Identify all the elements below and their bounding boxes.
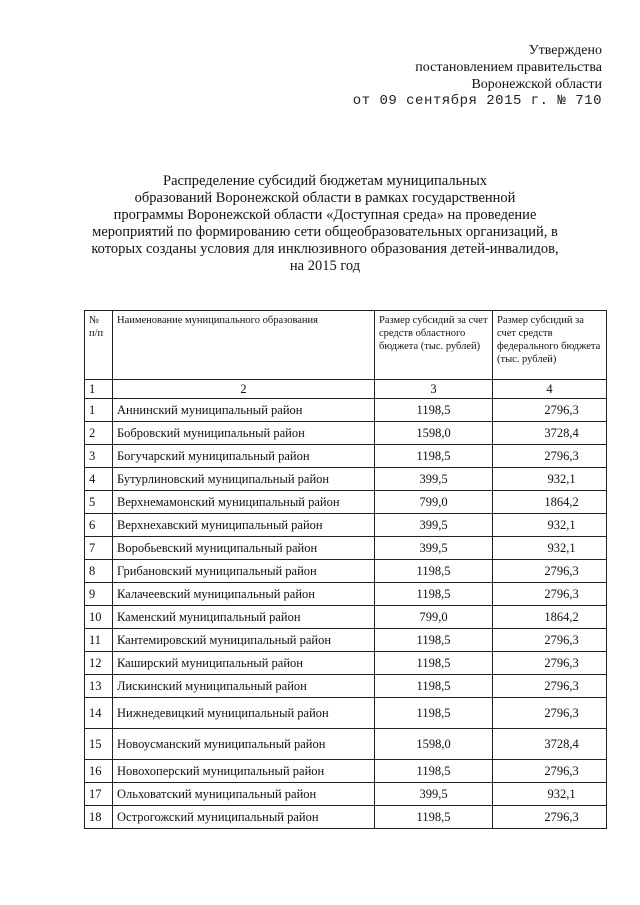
federal-subsidy: 1864,2 [493,491,607,514]
row-number: 9 [85,583,113,606]
table-row [85,514,607,537]
federal-subsidy: 2796,3 [493,560,607,583]
row-number: 6 [85,514,113,537]
federal-subsidy: 2796,3 [493,652,607,675]
regional-subsidy: 1198,5 [375,583,493,606]
row-number: 5 [85,491,113,514]
municipality-name: Кантемировский муниципальный район [113,629,375,652]
federal-subsidy: 932,1 [493,468,607,491]
municipality-name: Бутурлиновский муниципальный район [113,468,375,491]
title-line-2: образований Воронежской области в рамках государственной [134,190,516,206]
table-row [85,606,607,629]
approval-line-approved: Утверждено [528,43,602,58]
column-number-row [85,380,607,399]
regional-subsidy: 799,0 [375,491,493,514]
federal-subsidy: 2796,3 [493,698,607,729]
table-body [85,399,607,829]
table-row [85,629,607,652]
row-number: 18 [85,806,113,829]
table-header-row [85,311,607,380]
regional-subsidy: 1198,5 [375,698,493,729]
table-row [85,560,607,583]
column-number: 1 [85,380,113,399]
table-row [85,422,607,445]
federal-subsidy: 2796,3 [493,675,607,698]
federal-subsidy: 2796,3 [493,629,607,652]
regional-subsidy: 1198,5 [375,675,493,698]
regional-subsidy: 1198,5 [375,560,493,583]
regional-subsidy: 1198,5 [375,760,493,783]
regional-subsidy: 799,0 [375,606,493,629]
title-line-5: которых созданы условия для инклюзивного образования детей-инвалидов, [91,241,559,257]
title-line-1: Распределение субсидий бюджетам муниципальных [163,173,487,189]
row-number: 2 [85,422,113,445]
table-row [85,806,607,829]
row-number: 10 [85,606,113,629]
table-row [85,468,607,491]
municipality-name: Ольховатский муниципальный район [113,783,375,806]
regional-subsidy: 1598,0 [375,729,493,760]
row-number: 11 [85,629,113,652]
federal-subsidy: 2796,3 [493,583,607,606]
regional-subsidy: 399,5 [375,514,493,537]
municipality-name: Каменский муниципальный район [113,606,375,629]
federal-subsidy: 2796,3 [493,399,607,422]
approval-date-stamp: от 09 сентября 2015 г. № 710 [352,93,602,109]
regional-subsidy: 1598,0 [375,422,493,445]
municipality-name: Верхнемамонский муниципальный район [113,491,375,514]
table-row [85,399,607,422]
regional-subsidy: 1198,5 [375,652,493,675]
regional-subsidy: 1198,5 [375,399,493,422]
table-row [85,760,607,783]
municipality-name: Богучарский муниципальный район [113,445,375,468]
header-name: Наименование муниципального образования [113,311,375,380]
row-number: 14 [85,698,113,729]
municipality-name: Новоусманский муниципальный район [113,729,375,760]
municipality-name: Лискинский муниципальный район [113,675,375,698]
table-row [85,729,607,760]
row-number: 4 [85,468,113,491]
row-number: 7 [85,537,113,560]
column-number: 4 [493,380,607,399]
municipality-name: Острогожский муниципальный район [113,806,375,829]
federal-subsidy: 932,1 [493,514,607,537]
row-number: 12 [85,652,113,675]
title-line-6: на 2015 год [289,258,361,274]
approval-block [342,42,602,110]
header-regional: Размер субсидий за счет средств областного бюджета (тыс. рублей) [375,311,493,380]
municipality-name: Воробьевский муниципальный район [113,537,375,560]
regional-subsidy: 399,5 [375,468,493,491]
row-number: 8 [85,560,113,583]
header-federal: Размер субсидий за счет средств федерального бюджета (тыс. рублей) [493,311,607,380]
row-number: 13 [85,675,113,698]
municipality-name: Аннинский муниципальный район [113,399,375,422]
municipality-name: Верхнехавский муниципальный район [113,514,375,537]
municipality-name: Новохоперский муниципальный район [113,760,375,783]
municipality-name: Бобровский муниципальный район [113,422,375,445]
regional-subsidy: 1198,5 [375,445,493,468]
municipality-name: Нижнедевицкий муниципальный район [113,698,375,729]
municipality-name: Калачеевский муниципальный район [113,583,375,606]
federal-subsidy: 2796,3 [493,806,607,829]
header-num: № п/п [85,311,113,380]
municipality-name: Грибановский муниципальный район [113,560,375,583]
table-row [85,652,607,675]
row-number: 3 [85,445,113,468]
federal-subsidy: 2796,3 [493,445,607,468]
table-row [85,698,607,729]
subsidy-table [84,310,607,829]
table-row [85,675,607,698]
municipality-name: Каширский муниципальный район [113,652,375,675]
title-line-4: мероприятий по формированию сети общеобразовательных организаций, в [92,224,558,240]
table-row [85,445,607,468]
federal-subsidy: 1864,2 [493,606,607,629]
federal-subsidy: 3728,4 [493,729,607,760]
table-row [85,537,607,560]
federal-subsidy: 2796,3 [493,760,607,783]
federal-subsidy: 932,1 [493,783,607,806]
regional-subsidy: 399,5 [375,537,493,560]
table-row [85,583,607,606]
column-number: 2 [113,380,375,399]
row-number: 1 [85,399,113,422]
document-title [70,173,580,275]
row-number: 15 [85,729,113,760]
approval-line-region: Воронежской области [471,77,602,92]
regional-subsidy: 399,5 [375,783,493,806]
table-row [85,783,607,806]
row-number: 16 [85,760,113,783]
row-number: 17 [85,783,113,806]
table-row [85,491,607,514]
approval-line-decree: постановлением правительства [415,60,602,75]
federal-subsidy: 3728,4 [493,422,607,445]
federal-subsidy: 932,1 [493,537,607,560]
regional-subsidy: 1198,5 [375,629,493,652]
regional-subsidy: 1198,5 [375,806,493,829]
title-line-3: программы Воронежской области «Доступная среда» на проведение [113,207,537,223]
column-number: 3 [375,380,493,399]
